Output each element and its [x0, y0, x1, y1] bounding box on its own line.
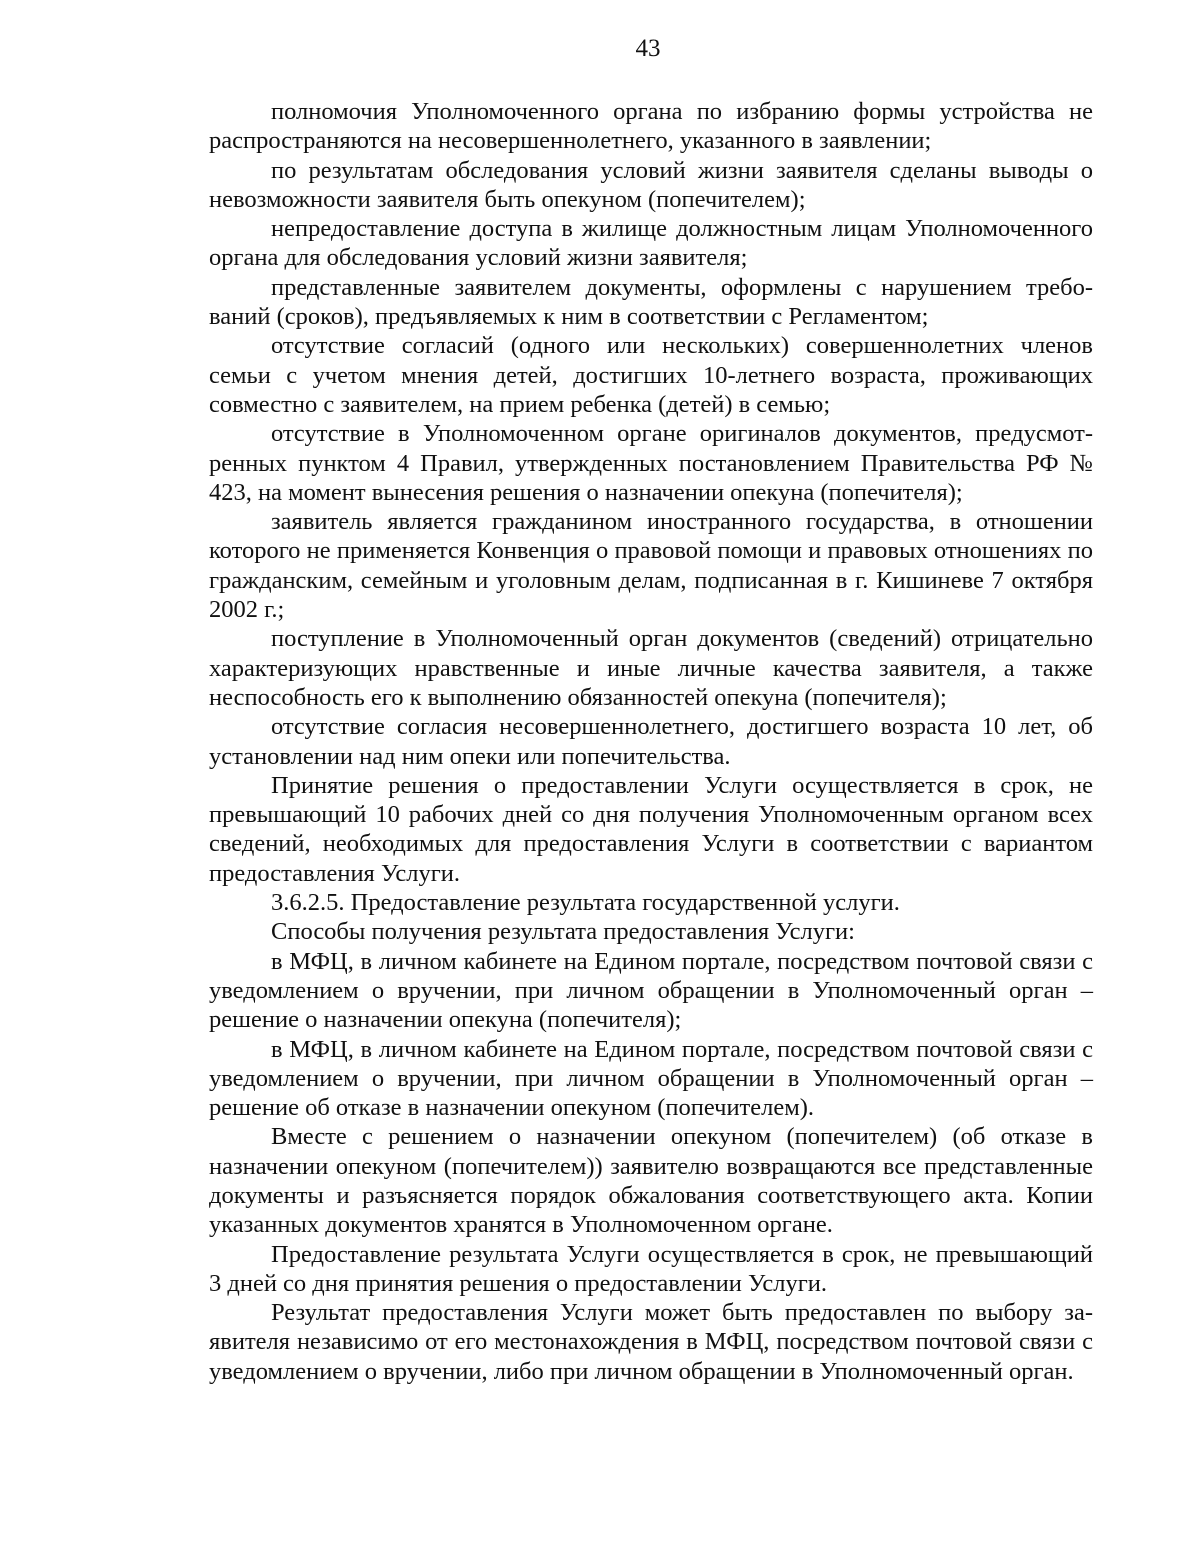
- section-heading-3-6-2-5: 3.6.2.5. Предоставление результата государственной услуги.: [271, 889, 900, 917]
- paragraph-9: отсутствие согласия несовершеннолетнего, достигшего возраста 10 лет, об установлении над ним опеки или попечительства.: [209, 713, 1093, 770]
- paragraph-6: отсутствие в Уполномоченном органе оригиналов документов, предусмотренных пунктом 4 Правил, утвержденных постановлением Правительства РФ № 423, на момент вынесения решения о назначении опекуна (попечителя);: [209, 420, 1093, 506]
- paragraph-2: по результатам обследования условий жизни заявителя сделаны выводы о невозможности заявителя быть опекуном (попечителем);: [209, 156, 1093, 213]
- paragraph-4: представленные заявителем документы, оформлены с нарушением требований (сроков), предъявляемых к ним в соответствии с Регламентом;: [209, 273, 1093, 331]
- document-body: [209, 97, 1093, 1386]
- paragraph-3: непредоставление доступа в жилище должностным лицам Уполномоченного органа для обследования условий жизни заявителя;: [209, 215, 1093, 272]
- paragraph-1: полномочия Уполномоченного органа по избранию формы устройства не распространяются на несовершеннолетнего, указанного в заявлении;: [209, 98, 1093, 155]
- page-number: 43: [635, 35, 661, 62]
- paragraph-17: Результат предоставления Услуги может быть предоставлен по выбору заявителя независимо от его местонахождения в МФЦ, посредством почтовой связи с уведомлением о вручении, либо при личном обращении в Уполномоченный орган.: [209, 1299, 1093, 1385]
- paragraph-10: Принятие решения о предоставлении Услуги осуществляется в срок, не превышающий 10 рабочих дней со дня получения Уполномоченным органом всех сведений, необходимых для предоставления Услуги в соответствии с вариантом предоставления Услуги.: [209, 771, 1093, 887]
- paragraph-15: Вместе с решением о назначении опекуном (попечителем) (об отказе в назначении опекуном (попечителем)) заявителю возвращаются все представленные документы и разъясняется порядок обжалования соответствующего акта. Копии указанных документов хранятся в Уполномоченном органе.: [209, 1123, 1093, 1239]
- paragraph-16: Предоставление результата Услуги осуществляется в срок, не превышающий 3 дней со дня принятия решения о предоставлении Услуги.: [209, 1240, 1093, 1297]
- paragraph-8: поступление в Уполномоченный орган документов (сведений) отрицательно характеризующих нравственные и иные личные качества заявителя, а также неспособность его к выполнению обязанностей опекуна (попечителя);: [209, 625, 1093, 711]
- paragraph-13: в МФЦ, в личном кабинете на Едином портале, посредством почтовой связи с уведомлением о вручении, при личном обращении в Уполномоченный орган – решение о назначении опекуна (попечителя);: [209, 947, 1093, 1034]
- paragraph-14: в МФЦ, в личном кабинете на Едином портале, посредством почтовой связи с уведомлением о вручении, при личном обращении в Уполномоченный орган – решение об отказе в назначении опекуном (попечителем).: [209, 1035, 1093, 1122]
- paragraph-5: отсутствие согласий (одного или нескольких) совершеннолетних членов семьи с учетом мнения детей, достигших 10-летнего возраста, проживающих совместно с заявителем, на прием ребенка (детей) в семью;: [209, 332, 1093, 418]
- paragraph-7: заявитель является гражданином иностранного государства, в отношении которого не применяется Конвенция о правовой помощи и правовых отношениях по гражданским, семейным и уголовным делам, подписанная в г. Кишиневе 7 октября 2002 г.;: [209, 508, 1093, 624]
- paragraph-12: Способы получения результата предоставления Услуги:: [271, 918, 855, 946]
